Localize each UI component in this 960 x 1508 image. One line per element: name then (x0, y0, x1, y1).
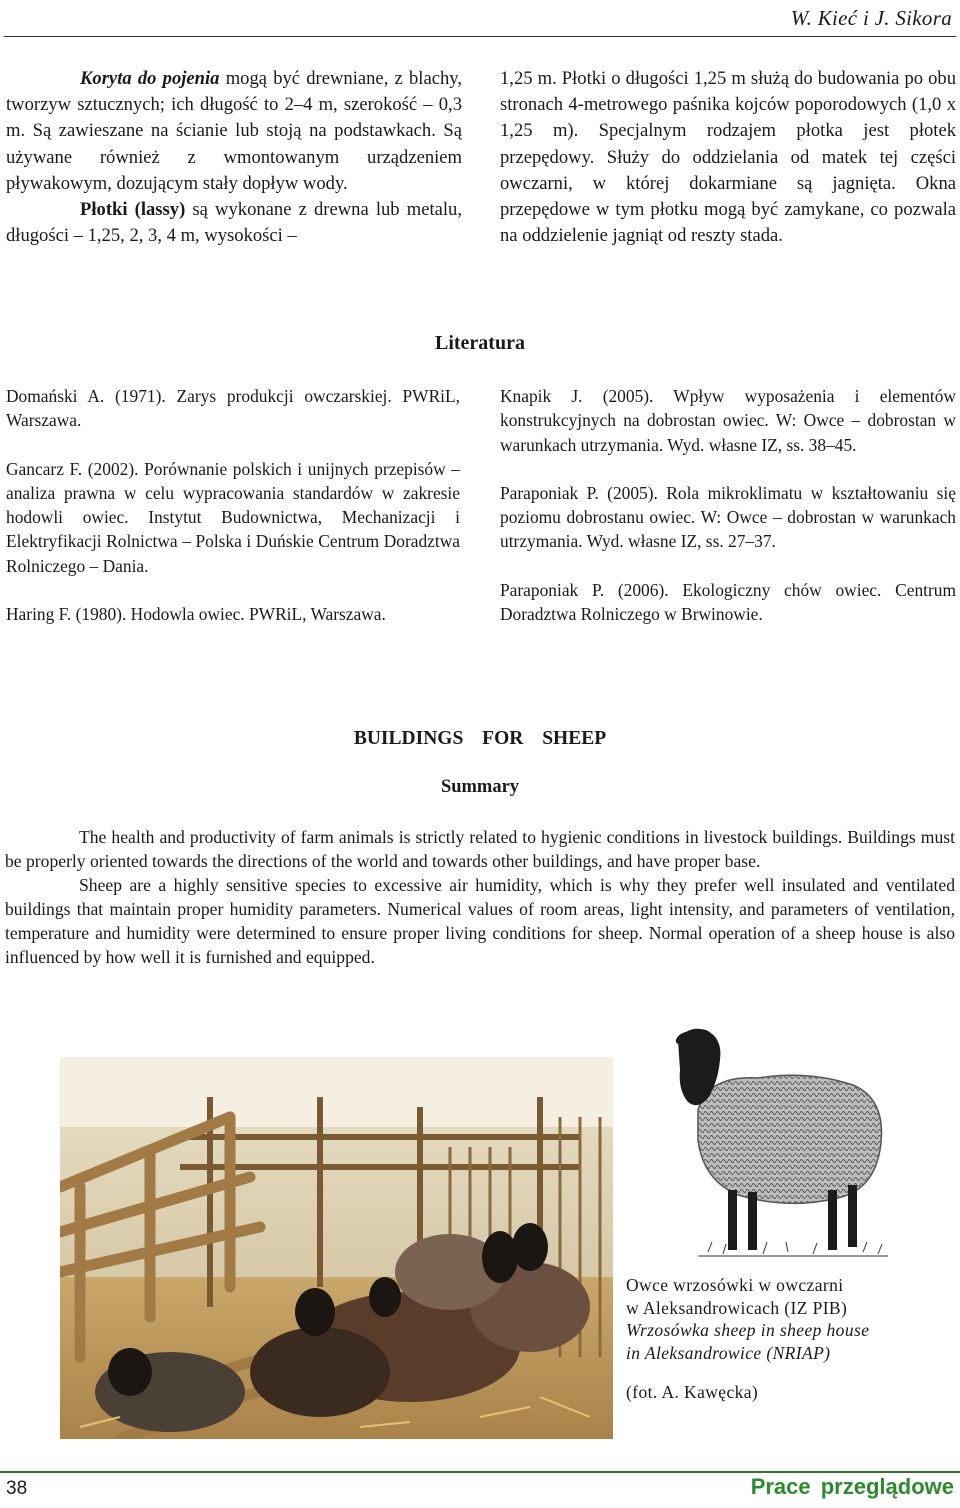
reference-item: Paraponiak P. (2006). Ekologiczny chów owiec. Centrum Doradztwa Rolniczego w Brwinowie. (500, 579, 956, 625)
journal-name: Prace przeglądowe (750, 1474, 954, 1499)
references-left (6, 384, 460, 650)
reference-item: Paraponiak P. (2005). Rola mikroklimatu w kształtowaniu się poziomu dobrostanu owiec. W: Owce – dobrostan w warunkach utrzymania. Wyd. własne IZ, ss. 27–37. (500, 482, 956, 552)
right-text-column (500, 66, 956, 249)
fences-text: są wykonane z drewna lub metalu, długości – 1,25, 2, 3, 4 m, wysokości – (6, 199, 462, 247)
troughs-text: mogą być drewniane, z blachy, tworzyw sztucznych; ich długość to 2–4 m, szerokość – 0,3 m. Są zawieszane na ścianie lub stoją na podstawkach. Są używane również z wmontowanym urządzeniem pływakowym, dozującym stały dopływ wody. (6, 68, 462, 194)
sheep-illustration (668, 1020, 904, 1270)
caption-polish-line-2: w Aleksandrowicach (IZ PIB) (626, 1297, 848, 1318)
caption-english-line-2: in Aleksandrowice (NRIAP) (626, 1342, 831, 1363)
summary-paragraph: The health and productivity of farm animals is strictly related to hygienic conditions in livestock buildings. Buildings must be properly oriented towards the directions of the world and towards other buildings, and have proper base. (5, 827, 955, 871)
header-rule (4, 36, 956, 37)
left-text-column (6, 66, 462, 249)
references-right (500, 384, 956, 650)
summary-body (5, 825, 955, 969)
paragraph-fences (6, 197, 462, 249)
sheep-pen-photo (60, 1057, 613, 1439)
caption-english-line-1: Wrzosówka sheep in sheep house (626, 1320, 870, 1340)
caption-polish-line-1: Owce wrzosówki w owczarni (626, 1275, 844, 1295)
running-header-authors: W. Kieć i J. Sikora (790, 6, 952, 30)
literature-heading: Literatura (435, 332, 525, 354)
term-fences: Płotki (lassy) (80, 199, 186, 221)
footer-rule (0, 1471, 960, 1473)
photo-credit: (fot. A. Kawęcka) (626, 1382, 759, 1402)
paragraph-fences-continued: 1,25 m. Płotki o długości 1,25 m służą do budowania po obu stronach 4-metrowego paśnika kojców poporodowych (1,0 x 1,25 m). Specjalnym rodzajem płotka jest płotek przepędowy. Służy do oddzielania od matek tej części owczarni, w której dokarmiane są jagnięta. Okna przepędowe w tym płotku mogą być zamykane, co pozwala na oddzielenie jagniąt od reszty stada. (500, 68, 956, 247)
figure-caption (626, 1274, 946, 1404)
summary-paragraph: Sheep are a highly sensitive species to excessive air humidity, which is why they prefer well insulated and ventilated buildings that maintain proper humidity parameters. Numerical values of room areas, light intensity, and parameters of ventilation, temperature and humidity were determined to ensure proper living conditions for sheep. Normal operation of a sheep house is also influenced by how well it is furnished and equipped. (5, 875, 955, 967)
reference-item: Knapik J. (2005). Wpływ wyposażenia i elementów konstrukcyjnych na dobrostan owiec. W: Owce – dobrostan w warunkach utrzymania. Wyd. własne IZ, ss. 38–45. (500, 386, 956, 455)
summary-subtitle: Summary (440, 777, 520, 797)
summary-title: BUILDINGS FOR SHEEP (353, 728, 607, 749)
term-troughs: Koryta do pojenia (80, 68, 220, 89)
page-number: 38 (6, 1478, 28, 1499)
reference-item: Haring F. (1980). Hodowla owiec. PWRiL, Warszawa. (6, 604, 386, 625)
paragraph-troughs (6, 66, 462, 197)
reference-item: Domański A. (1971). Zarys produkcji owczarskiej. PWRiL, Warszawa. (6, 386, 460, 431)
reference-item: Gancarz F. (2002). Porównanie polskich i unijnych przepisów – analiza prawna w celu wypracowania standardów w zakresie hodowli owiec. Instytut Budownictwa, Mechanizacji i Elektryfikacji Rolnictwa – Polska i Duńskie Centrum Doradztwa Rolniczego – Dania. (6, 458, 460, 576)
